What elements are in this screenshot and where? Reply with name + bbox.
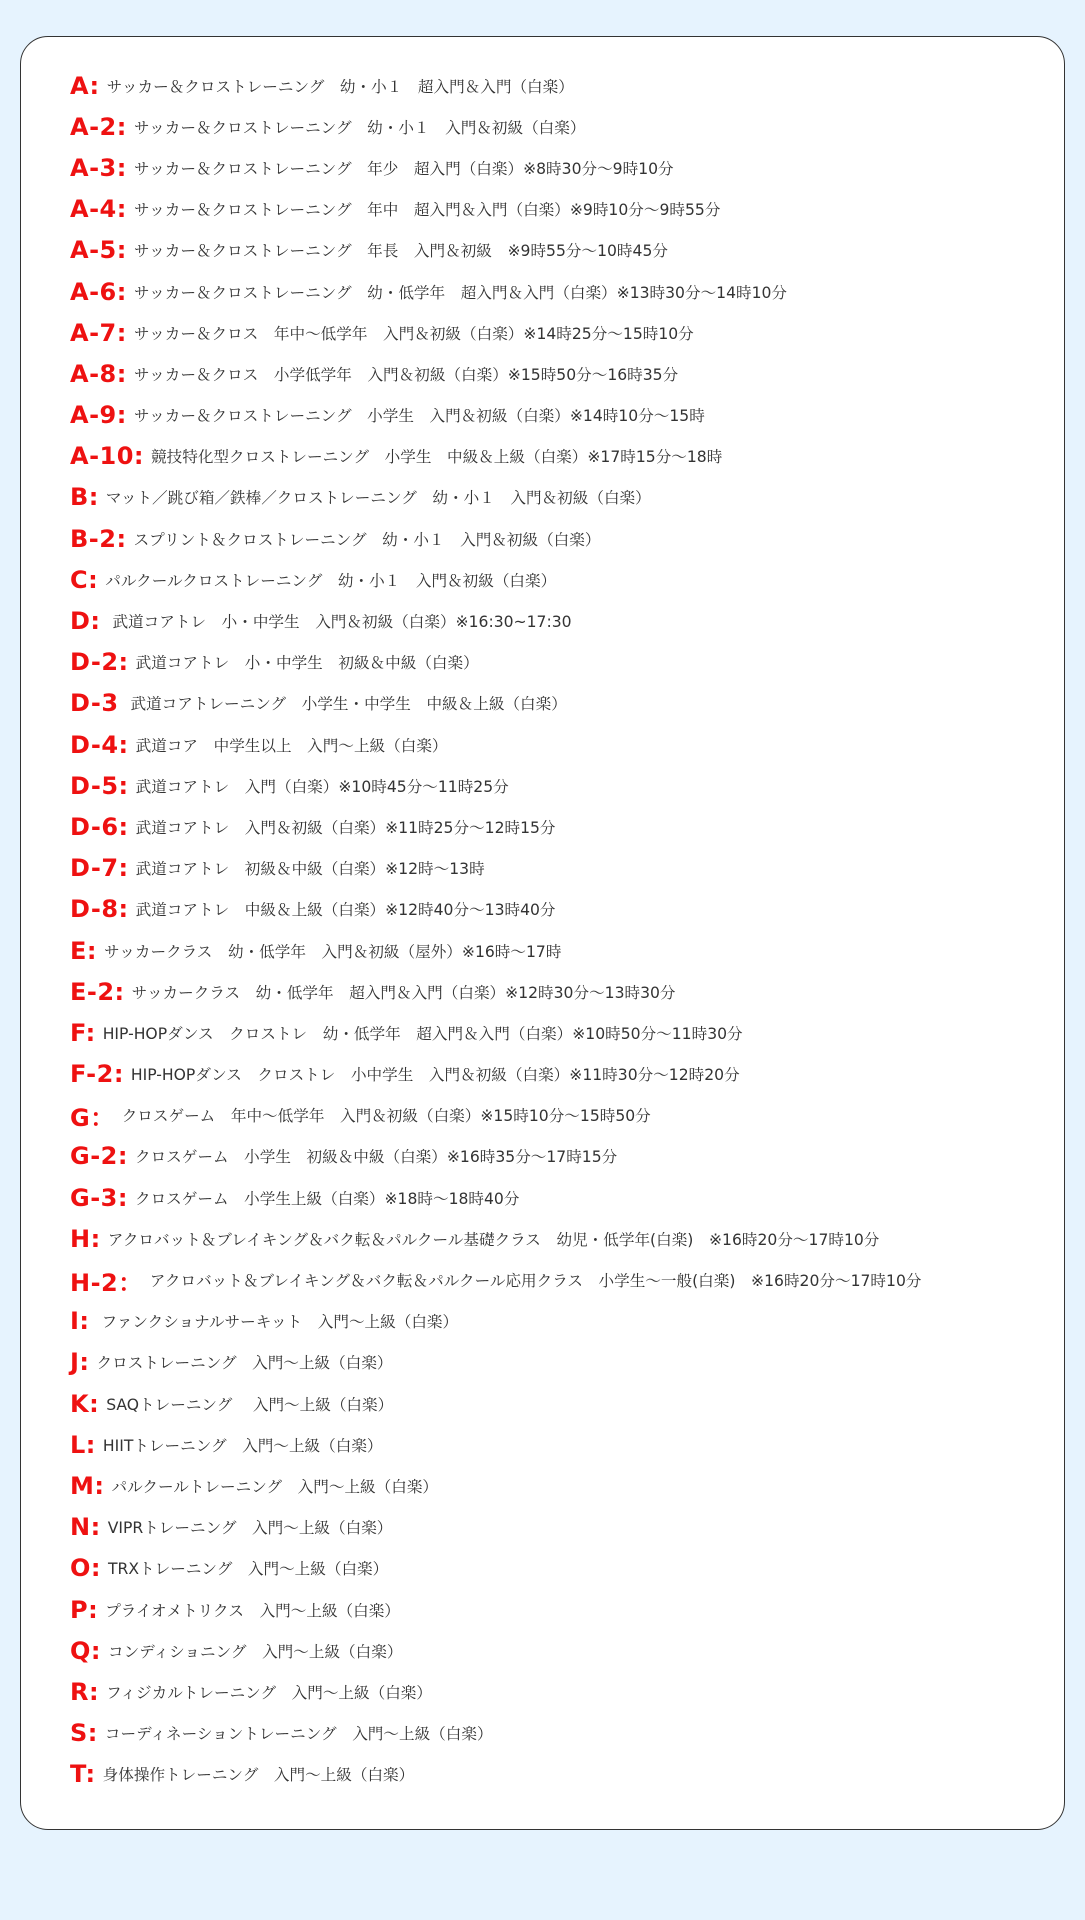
class-item [70, 1342, 1054, 1383]
class-item [70, 1259, 1054, 1300]
class-code: R: [70, 1677, 100, 1706]
class-code: J: [70, 1348, 90, 1377]
class-description: フィジカルトレーニング 入門〜上級（白楽） [106, 1683, 432, 1702]
class-code: L: [70, 1430, 96, 1459]
class-description: サッカー＆クロス 小学低学年 入門＆初級（白楽）※15時50分〜16時35分 [133, 365, 679, 384]
class-code: D-6: [70, 812, 129, 841]
class-item [70, 189, 1054, 230]
class-code: A-6: [70, 277, 127, 306]
class-code: H: [70, 1224, 101, 1253]
class-code: A-9: [70, 401, 127, 430]
class-item [70, 1012, 1054, 1053]
class-description: パルクールクロストレーニング 幼・小１ 入門＆初級（白楽） [105, 571, 557, 590]
class-item [70, 930, 1054, 971]
class-code: A-3: [70, 153, 127, 182]
class-code: P: [70, 1595, 99, 1624]
class-description: サッカー＆クロストレーニング 幼・小１ 超入門＆入門（白楽） [106, 77, 574, 96]
class-code: B: [70, 483, 99, 512]
class-item [70, 518, 1054, 559]
class-item [70, 1589, 1054, 1630]
class-code: A-4: [70, 195, 127, 224]
class-item [70, 683, 1054, 724]
class-description: 競技特化型クロストレーニング 小学生 中級＆上級（白楽）※17時15分〜18時 [151, 448, 723, 467]
class-description: マット／跳び箱／鉄棒／クロストレーニング 幼・小１ 入門＆初級（白楽） [105, 489, 651, 508]
class-item [70, 765, 1054, 806]
class-description: コンディショニング 入門〜上級（白楽） [108, 1642, 403, 1661]
class-item [70, 1177, 1054, 1218]
class-code: C: [70, 565, 99, 594]
class-code: B-2: [70, 524, 127, 553]
class-code: D-4: [70, 730, 129, 759]
class-item [70, 600, 1054, 641]
class-description: SAQトレーニング 入門〜上級（白楽） [106, 1395, 394, 1414]
class-item [70, 230, 1054, 271]
class-code: N: [70, 1513, 101, 1542]
class-description: サッカー＆クロストレーニング 小学生 入門＆初級（白楽）※14時10分〜15時 [133, 407, 705, 426]
class-description: クロストレーニング 入門〜上級（白楽） [96, 1354, 393, 1373]
class-code: D: [70, 607, 101, 636]
class-item [70, 724, 1054, 765]
class-code: D-8: [70, 895, 129, 924]
class-code: E: [70, 936, 97, 965]
class-code: T: [70, 1760, 96, 1789]
class-description: スプリント＆クロストレーニング 幼・小１ 入門＆初級（白楽） [133, 530, 601, 549]
class-code: A-8: [70, 359, 127, 388]
class-code: F-2: [70, 1060, 124, 1089]
class-code: A-7: [70, 318, 127, 347]
class-code: Q: [70, 1636, 101, 1665]
class-description: サッカークラス 幼・低学年 超入門＆入門（白楽）※12時30分〜13時30分 [131, 983, 676, 1002]
class-description: TRXトレーニング 入門〜上級（白楽） [108, 1560, 389, 1579]
class-item [70, 1754, 1054, 1795]
class-item [70, 848, 1054, 889]
class-item [70, 1713, 1054, 1754]
class-item [70, 1671, 1054, 1712]
class-item [70, 271, 1054, 312]
class-description: サッカー＆クロストレーニング 幼・低学年 超入門＆入門（白楽）※13時30分〜14時10分 [133, 283, 788, 302]
class-description: 身体操作トレーニング 入門〜上級（白楽） [102, 1766, 415, 1785]
class-code: G： [70, 1103, 115, 1132]
class-code: A-5: [70, 236, 127, 265]
class-code: G-3: [70, 1183, 128, 1212]
class-description: サッカー＆クロストレーニング 幼・小１ 入門＆初級（白楽） [133, 118, 586, 137]
class-description: 武道コアトレーニング 小学生・中学生 中級＆上級（白楽） [125, 695, 567, 714]
class-description: HIP-HOPダンス クロストレ 幼・低学年 超入門＆入門（白楽）※10時50分〜11時30分 [102, 1024, 743, 1043]
class-item [70, 106, 1054, 147]
class-description: サッカー＆クロストレーニング 年長 入門＆初級 ※9時55分〜10時45分 [133, 242, 668, 261]
class-description: ファンクショナルサーキット 入門〜上級（白楽） [96, 1313, 459, 1332]
class-description: サッカー＆クロストレーニング 年中 超入門＆入門（白楽）※9時10分〜9時55分 [133, 201, 721, 220]
class-item [70, 1301, 1054, 1342]
class-description: 武道コアトレ 初級＆中級（白楽）※12時〜13時 [135, 860, 485, 879]
class-item [70, 1424, 1054, 1465]
class-item [70, 1136, 1054, 1177]
class-item [70, 436, 1054, 477]
class-description: クロスゲーム 年中〜低学年 入門＆初級（白楽）※15時10分〜15時50分 [121, 1107, 651, 1126]
class-description: 武道コアトレ 入門＆初級（白楽）※11時25分〜12時15分 [135, 818, 556, 837]
class-item [70, 1630, 1054, 1671]
class-description: 武道コアトレ 中級＆上級（白楽）※12時40分〜13時40分 [135, 901, 556, 920]
class-item [70, 1218, 1054, 1259]
class-code: S: [70, 1719, 98, 1748]
class-code: E-2: [70, 977, 125, 1006]
class-item [70, 65, 1054, 106]
class-code: K: [70, 1389, 100, 1418]
class-code: D-5: [70, 771, 129, 800]
class-code: M: [70, 1471, 105, 1500]
class-item [70, 1383, 1054, 1424]
class-description: サッカー＆クロス 年中〜低学年 入門＆初級（白楽）※14時25分〜15時10分 [133, 324, 694, 343]
class-description: 武道コアトレ 小・中学生 入門＆初級（白楽）※16:30~17:30 [107, 613, 572, 632]
class-description: HIP-HOPダンス クロストレ 小中学生 入門＆初級（白楽）※11時30分〜12時20分 [130, 1066, 740, 1085]
class-item [70, 312, 1054, 353]
class-description: アクロバット＆ブレイキング＆バク転＆パルクール基礎クラス 幼児・低学年(白楽) ※16時20分〜17時10分 [107, 1230, 880, 1249]
class-description: 武道コアトレ 入門（白楽）※10時45分〜11時25分 [135, 777, 509, 796]
class-description: コーディネーショントレーニング 入門〜上級（白楽） [104, 1725, 493, 1744]
class-item [70, 477, 1054, 518]
class-code: G-2: [70, 1142, 128, 1171]
class-code: H-2： [70, 1268, 143, 1297]
class-code: O: [70, 1554, 101, 1583]
class-description: サッカークラス 幼・低学年 入門＆初級（屋外）※16時〜17時 [104, 942, 562, 961]
class-description: プライオメトリクス 入門〜上級（白楽） [105, 1601, 400, 1620]
class-code: D-2: [70, 648, 129, 677]
class-code: D-7: [70, 854, 129, 883]
class-code: A: [70, 71, 100, 100]
class-item [70, 1548, 1054, 1589]
class-description: クロスゲーム 小学生 初級＆中級（白楽）※16時35分〜17時15分 [134, 1148, 618, 1167]
class-item [70, 1095, 1054, 1136]
class-description: パルクールトレーニング 入門〜上級（白楽） [111, 1477, 439, 1496]
class-item [70, 353, 1054, 394]
class-description: クロスゲーム 小学生上級（白楽）※18時〜18時40分 [134, 1189, 520, 1208]
class-item [70, 889, 1054, 930]
class-item [70, 642, 1054, 683]
class-item [70, 147, 1054, 188]
class-list [70, 65, 1054, 1795]
class-item [70, 395, 1054, 436]
class-item [70, 1465, 1054, 1506]
class-item [70, 806, 1054, 847]
class-code: I: [70, 1307, 90, 1336]
class-description: 武道コアトレ 小・中学生 初級＆中級（白楽） [135, 654, 479, 673]
class-item [70, 559, 1054, 600]
class-item [70, 1054, 1054, 1095]
class-code: F: [70, 1018, 96, 1047]
class-code: D-3 [70, 689, 119, 718]
class-code: A-2: [70, 112, 127, 141]
class-item [70, 1507, 1054, 1548]
class-description: HIITトレーニング 入門〜上級（白楽） [102, 1436, 383, 1455]
class-item [70, 971, 1054, 1012]
class-description: 武道コア 中学生以上 入門〜上級（白楽） [135, 736, 448, 755]
class-description: アクロバット＆ブレイキング＆バク転＆パルクール応用クラス 小学生〜一般(白楽) ※16時20分〜17時10分 [149, 1272, 922, 1291]
class-description: VIPRトレーニング 入門〜上級（白楽） [107, 1519, 393, 1538]
class-list-card [20, 36, 1065, 1830]
class-description: サッカー＆クロストレーニング 年少 超入門（白楽）※8時30分〜9時10分 [133, 159, 674, 178]
class-code: A-10: [70, 442, 145, 471]
